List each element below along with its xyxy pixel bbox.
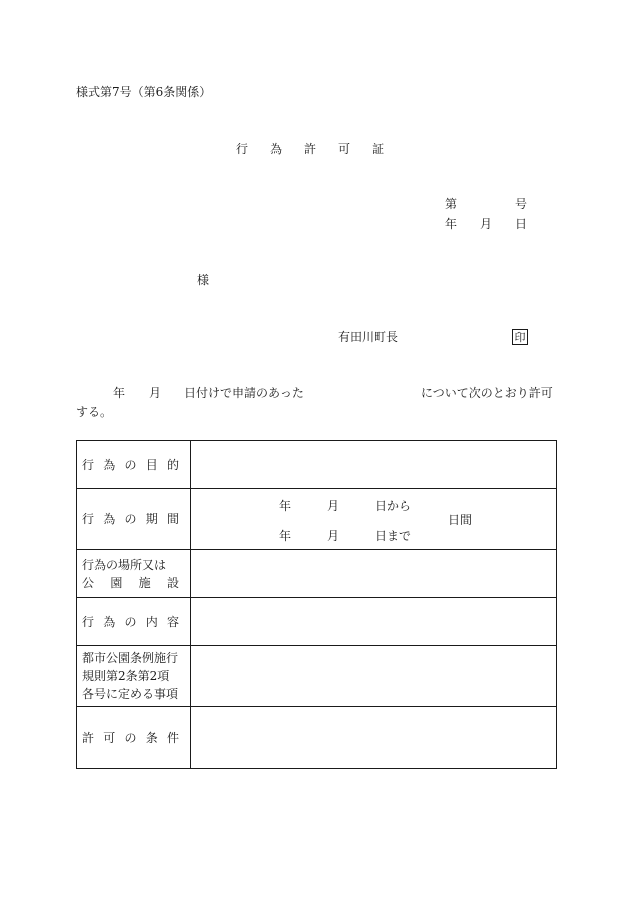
- label-char: 的: [166, 457, 179, 472]
- body-applied-text: 日付けで申請のあった: [184, 386, 304, 400]
- label-char: 条: [145, 730, 158, 745]
- title-char: 行: [236, 142, 249, 156]
- body-year: 年: [113, 386, 126, 400]
- label-char: 為: [103, 512, 116, 526]
- title-char: 可: [338, 142, 351, 156]
- label-char: の: [124, 457, 137, 472]
- table-row: [77, 489, 557, 550]
- row-label-purpose: [77, 441, 191, 489]
- title-char: 為: [270, 142, 283, 156]
- label-line: 規則第2条第2項: [82, 669, 170, 683]
- table-row: [77, 646, 557, 707]
- period-to-month: 月: [327, 529, 340, 543]
- row-value-content[interactable]: [191, 598, 557, 646]
- row-label-regulation-items: [77, 646, 191, 707]
- document-title: [236, 143, 384, 155]
- label-char: 目: [145, 457, 158, 472]
- number-prefix: 第: [445, 197, 458, 211]
- row-value-location[interactable]: [191, 550, 557, 598]
- period-from-year: 年: [279, 499, 292, 513]
- number-suffix: 号: [515, 197, 528, 211]
- permit-details-table: [76, 440, 557, 769]
- form-number-label: 様式第7号（第6条関係）: [76, 85, 212, 99]
- label-char: 行: [82, 614, 95, 629]
- label-char: 施: [138, 575, 151, 590]
- label-char: 為: [103, 614, 116, 629]
- title-char: 許: [304, 142, 317, 156]
- date-month: 月: [480, 217, 493, 231]
- row-value-period[interactable]: [191, 489, 557, 550]
- date-year: 年: [445, 217, 458, 231]
- label-char: 園: [110, 575, 123, 590]
- label-char: の: [124, 512, 137, 526]
- label-char: 可: [103, 730, 116, 745]
- body-conclusion-text: する。: [76, 405, 113, 419]
- row-value-purpose[interactable]: [191, 441, 557, 489]
- period-to-day: 日まで: [375, 529, 412, 543]
- label-line: 各号に定める事項: [82, 687, 179, 701]
- body-month: 月: [149, 386, 162, 400]
- row-value-regulation-items[interactable]: [191, 646, 557, 707]
- label-char: 期: [145, 512, 158, 526]
- label-char: の: [124, 614, 137, 629]
- row-label-location: [77, 550, 191, 598]
- table-row: [77, 550, 557, 598]
- label-char: 許: [82, 730, 95, 745]
- label-char: 内: [145, 614, 158, 629]
- period-to-year: 年: [279, 529, 292, 543]
- label-char: 為: [103, 457, 116, 472]
- label-char: 設: [166, 575, 179, 590]
- addressee-suffix: 様: [197, 273, 210, 287]
- date-day: 日: [515, 217, 528, 231]
- label-text: 行為の場所又は: [82, 557, 167, 572]
- label-char: 容: [166, 614, 179, 629]
- row-label-content: [77, 598, 191, 646]
- seal-mark: 印: [512, 329, 528, 345]
- label-char: 間: [166, 512, 179, 526]
- label-char: 行: [82, 512, 95, 526]
- label-char: 件: [166, 730, 179, 745]
- title-char: 証: [372, 142, 385, 156]
- body-regarding-text: について次のとおり許可: [421, 386, 553, 400]
- table-row: [77, 598, 557, 646]
- row-value-conditions[interactable]: [191, 707, 557, 769]
- row-label-conditions: [77, 707, 191, 769]
- period-from-month: 月: [327, 499, 340, 513]
- period-days: 日間: [448, 513, 473, 527]
- period-from-day: 日から: [375, 499, 412, 513]
- label-line: 都市公園条例施行: [82, 651, 179, 665]
- issuer-name: 有田川町長: [338, 330, 399, 344]
- row-label-period: [77, 489, 191, 550]
- table-row: [77, 707, 557, 769]
- label-char: 公: [82, 575, 95, 590]
- label-line: [82, 556, 179, 574]
- label-char: 行: [82, 457, 95, 472]
- table-row: [77, 441, 557, 489]
- label-char: の: [124, 730, 137, 745]
